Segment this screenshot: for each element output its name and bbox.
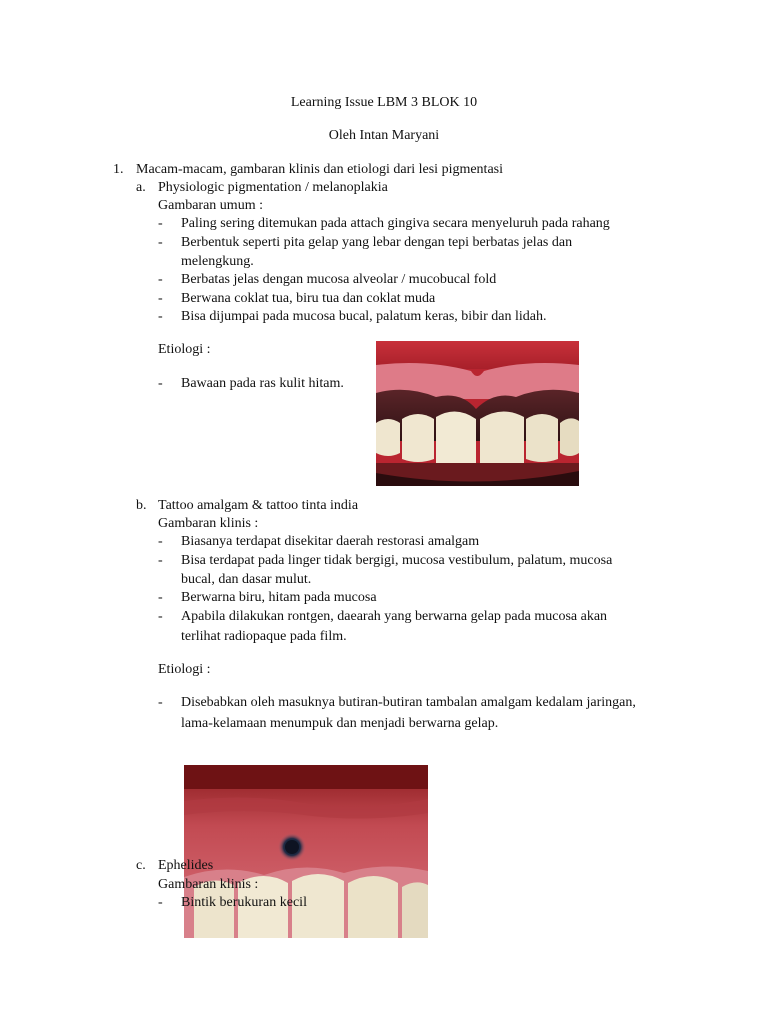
section-heading: Tattoo amalgam & tattoo tinta india xyxy=(158,498,359,513)
bullet-text: Disebabkan oleh masuknya butiran-butiran tambalan amalgam kedalam jaringan, xyxy=(181,695,636,710)
bullet-dash: - xyxy=(158,553,163,568)
bullet-dash: - xyxy=(158,291,163,306)
bullet-dash: - xyxy=(158,609,163,624)
section-letter: b. xyxy=(136,498,147,513)
document-author: Oleh Intan Maryani xyxy=(328,128,440,143)
gingival-pigmentation-photo xyxy=(376,341,579,486)
bullet-text: Bintik berukuran kecil xyxy=(181,895,307,910)
sub-heading: Gambaran klinis : xyxy=(158,516,259,531)
bullet-dash: - xyxy=(158,695,163,710)
etiology-heading: Etiologi : xyxy=(158,342,211,357)
list-number: 1. xyxy=(113,162,124,177)
bullet-dash: - xyxy=(158,590,163,605)
bullet-dash: - xyxy=(158,309,163,324)
bullet-text-continuation: melengkung. xyxy=(181,254,254,269)
section-heading: Ephelides xyxy=(158,858,214,873)
item-heading: Macam-macam, gambaran klinis dan etiologi dari lesi pigmentasi xyxy=(136,162,504,177)
bullet-text-continuation: bucal, dan dasar mulut. xyxy=(181,572,312,587)
bullet-text: Bawaan pada ras kulit hitam. xyxy=(181,376,344,391)
bullet-text: Bisa terdapat pada linger tidak bergigi, mucosa vestibulum, palatum, mucosa xyxy=(181,553,613,568)
bullet-dash: - xyxy=(158,534,163,549)
bullet-text: Berbentuk seperti pita gelap yang lebar dengan tepi berbatas jelas dan xyxy=(181,235,573,250)
etiology-heading: Etiologi : xyxy=(158,662,211,677)
section-letter: a. xyxy=(136,180,146,195)
bullet-text-continuation: terlihat radiopaque pada film. xyxy=(181,629,347,644)
sub-heading: Gambaran umum : xyxy=(158,198,263,213)
bullet-dash: - xyxy=(158,895,163,910)
sub-heading: Gambaran klinis : xyxy=(158,877,259,892)
section-heading: Physiologic pigmentation / melanoplakia xyxy=(158,180,388,195)
bullet-text-continuation: lama-kelamaan menumpuk dan menjadi berwarna gelap. xyxy=(181,716,499,731)
bullet-text: Biasanya terdapat disekitar daerah restorasi amalgam xyxy=(181,534,480,549)
bullet-text: Apabila dilakukan rontgen, daearah yang berwarna gelap pada mucosa akan xyxy=(181,609,608,624)
bullet-text: Berwana coklat tua, biru tua dan coklat muda xyxy=(181,291,436,306)
bullet-text: Paling sering ditemukan pada attach gingiva secara menyeluruh pada rahang xyxy=(181,216,610,231)
bullet-dash: - xyxy=(158,216,163,231)
bullet-dash: - xyxy=(158,235,163,250)
bullet-dash: - xyxy=(158,376,163,391)
bullet-text: Bisa dijumpai pada mucosa bucal, palatum keras, bibir dan lidah. xyxy=(181,309,547,324)
bullet-dash: - xyxy=(158,272,163,287)
amalgam-tattoo-photo xyxy=(184,765,428,938)
section-letter: c. xyxy=(136,858,146,873)
bullet-text: Berbatas jelas dengan mucosa alveolar / mucobucal fold xyxy=(181,272,497,287)
bullet-text: Berwarna biru, hitam pada mucosa xyxy=(181,590,377,605)
document-title: Learning Issue LBM 3 BLOK 10 xyxy=(290,95,478,110)
